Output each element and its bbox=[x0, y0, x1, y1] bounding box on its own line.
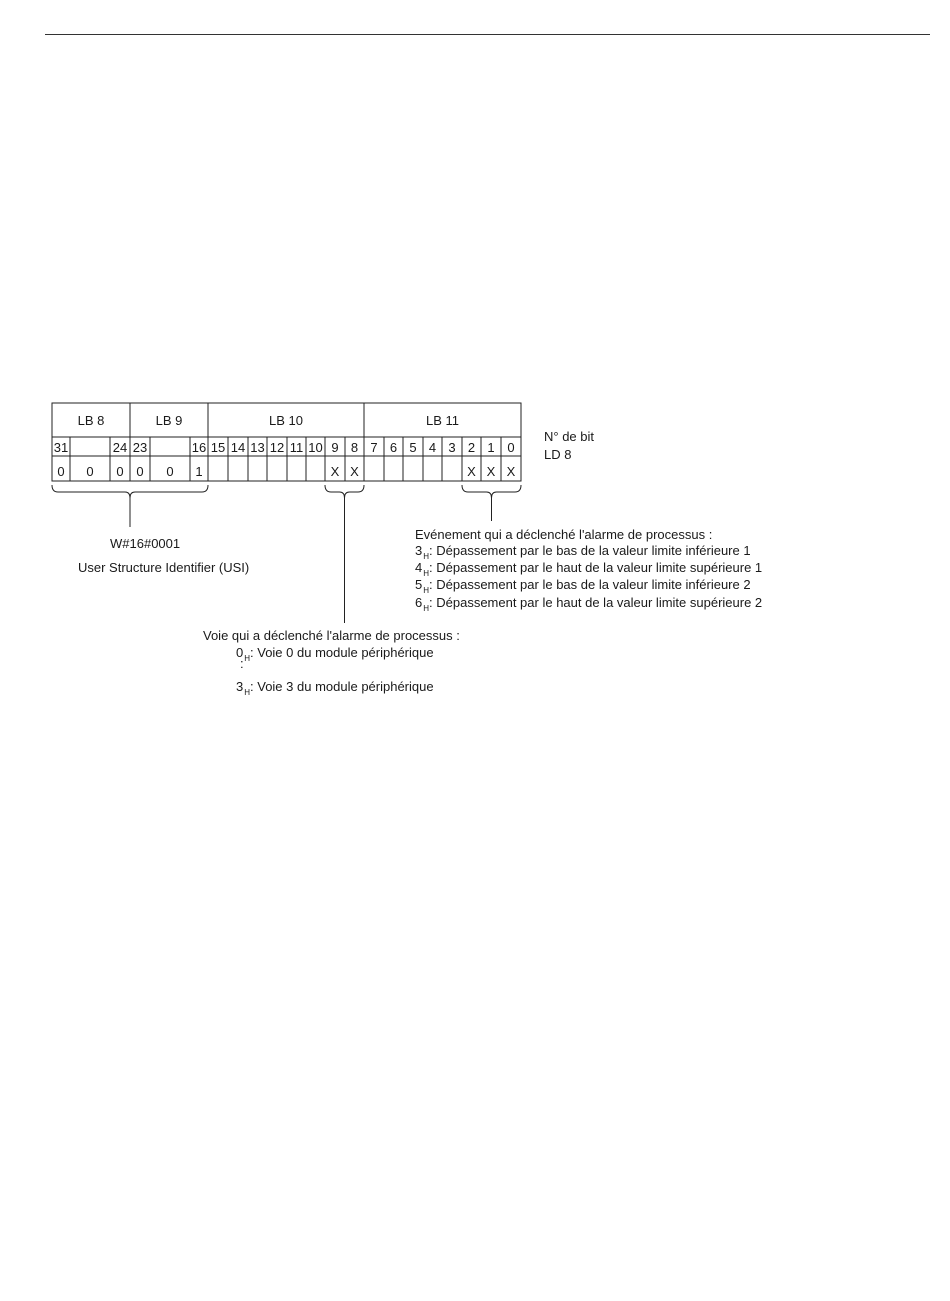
channel-first-text: : Voie 0 du module périphérique bbox=[250, 645, 434, 660]
bit-value: X bbox=[330, 464, 340, 479]
bit-number: 10 bbox=[308, 440, 323, 455]
bit-number: 14 bbox=[230, 440, 246, 455]
bit-value: 1 bbox=[195, 464, 203, 479]
event-sub: H bbox=[423, 586, 430, 595]
event-sub: H bbox=[423, 604, 430, 613]
bit-value: 0 bbox=[86, 464, 94, 479]
bit-number: 12 bbox=[269, 440, 285, 455]
bit-value: X bbox=[486, 464, 496, 479]
channel-first-code: 0 bbox=[236, 645, 244, 660]
event-item bbox=[415, 595, 762, 616]
event-text: : Dépassement par le bas de la valeur limite inférieure 1 bbox=[429, 543, 751, 558]
bit-number: 4 bbox=[428, 440, 437, 455]
usi-brace bbox=[52, 485, 208, 498]
bit-number: 7 bbox=[370, 440, 378, 455]
event-text: : Dépassement par le bas de la valeur limite inférieure 2 bbox=[429, 577, 751, 592]
bit-number: 23 bbox=[132, 440, 148, 455]
bit-number: 6 bbox=[389, 440, 398, 455]
bit-number: 15 bbox=[210, 440, 226, 455]
event-code: 5 bbox=[415, 577, 423, 592]
bit-number: 1 bbox=[487, 440, 495, 455]
bit-number: 13 bbox=[250, 440, 265, 455]
bit-value: X bbox=[506, 464, 516, 479]
channel-last-code: 3 bbox=[236, 679, 244, 694]
usi-description: User Structure Identifier (USI) bbox=[78, 560, 250, 575]
event-code: 3 bbox=[415, 543, 423, 558]
channel-title: Voie qui a déclenché l'alarme de processus : bbox=[203, 628, 460, 643]
channel-last-sub: H bbox=[244, 688, 251, 697]
channel-last-text: : Voie 3 du module périphérique bbox=[250, 679, 434, 694]
bit-number: 31 bbox=[53, 440, 69, 455]
event-text: : Dépassement par le haut de la valeur limite supérieure 2 bbox=[429, 595, 763, 610]
bit-value: 0 bbox=[166, 464, 174, 479]
byte-label: LB 10 bbox=[269, 413, 303, 428]
double-word-label: LD 8 bbox=[544, 447, 572, 462]
channel-ellipsis: : bbox=[240, 656, 244, 671]
bit-value: 0 bbox=[116, 464, 124, 479]
event-sub: H bbox=[423, 569, 430, 578]
event-brace bbox=[462, 485, 521, 498]
channel-brace bbox=[325, 485, 364, 498]
bit-number: 8 bbox=[350, 440, 359, 455]
byte-label: LB 11 bbox=[425, 413, 460, 428]
channel-last-item bbox=[236, 679, 434, 700]
byte-label: LB 8 bbox=[77, 413, 105, 428]
bit-number: 2 bbox=[467, 440, 476, 455]
bit-number: 0 bbox=[507, 440, 515, 455]
bit-value: 0 bbox=[57, 464, 65, 479]
byte-label: LB 9 bbox=[155, 413, 183, 428]
event-code: 4 bbox=[415, 560, 423, 575]
bit-value: 0 bbox=[136, 464, 144, 479]
event-title: Evénement qui a déclenché l'alarme de processus : bbox=[415, 527, 713, 542]
event-sub: H bbox=[423, 552, 430, 561]
bit-number: 3 bbox=[448, 440, 456, 455]
bit-number: 16 bbox=[191, 440, 207, 455]
bit-number-label: N° de bit bbox=[544, 429, 595, 444]
event-code: 6 bbox=[415, 595, 423, 610]
bit-number: 11 bbox=[289, 440, 304, 455]
event-text: : Dépassement par le haut de la valeur limite supérieure 1 bbox=[429, 560, 763, 575]
bit-number: 5 bbox=[409, 440, 417, 455]
channel-first-sub: H bbox=[244, 654, 251, 663]
bit-value: X bbox=[350, 464, 359, 479]
usi-value: W#16#0001 bbox=[110, 536, 181, 551]
bit-number: 24 bbox=[112, 440, 128, 455]
bit-number: 9 bbox=[331, 440, 339, 455]
channel-first-item bbox=[236, 645, 434, 666]
bit-value: X bbox=[467, 464, 476, 479]
